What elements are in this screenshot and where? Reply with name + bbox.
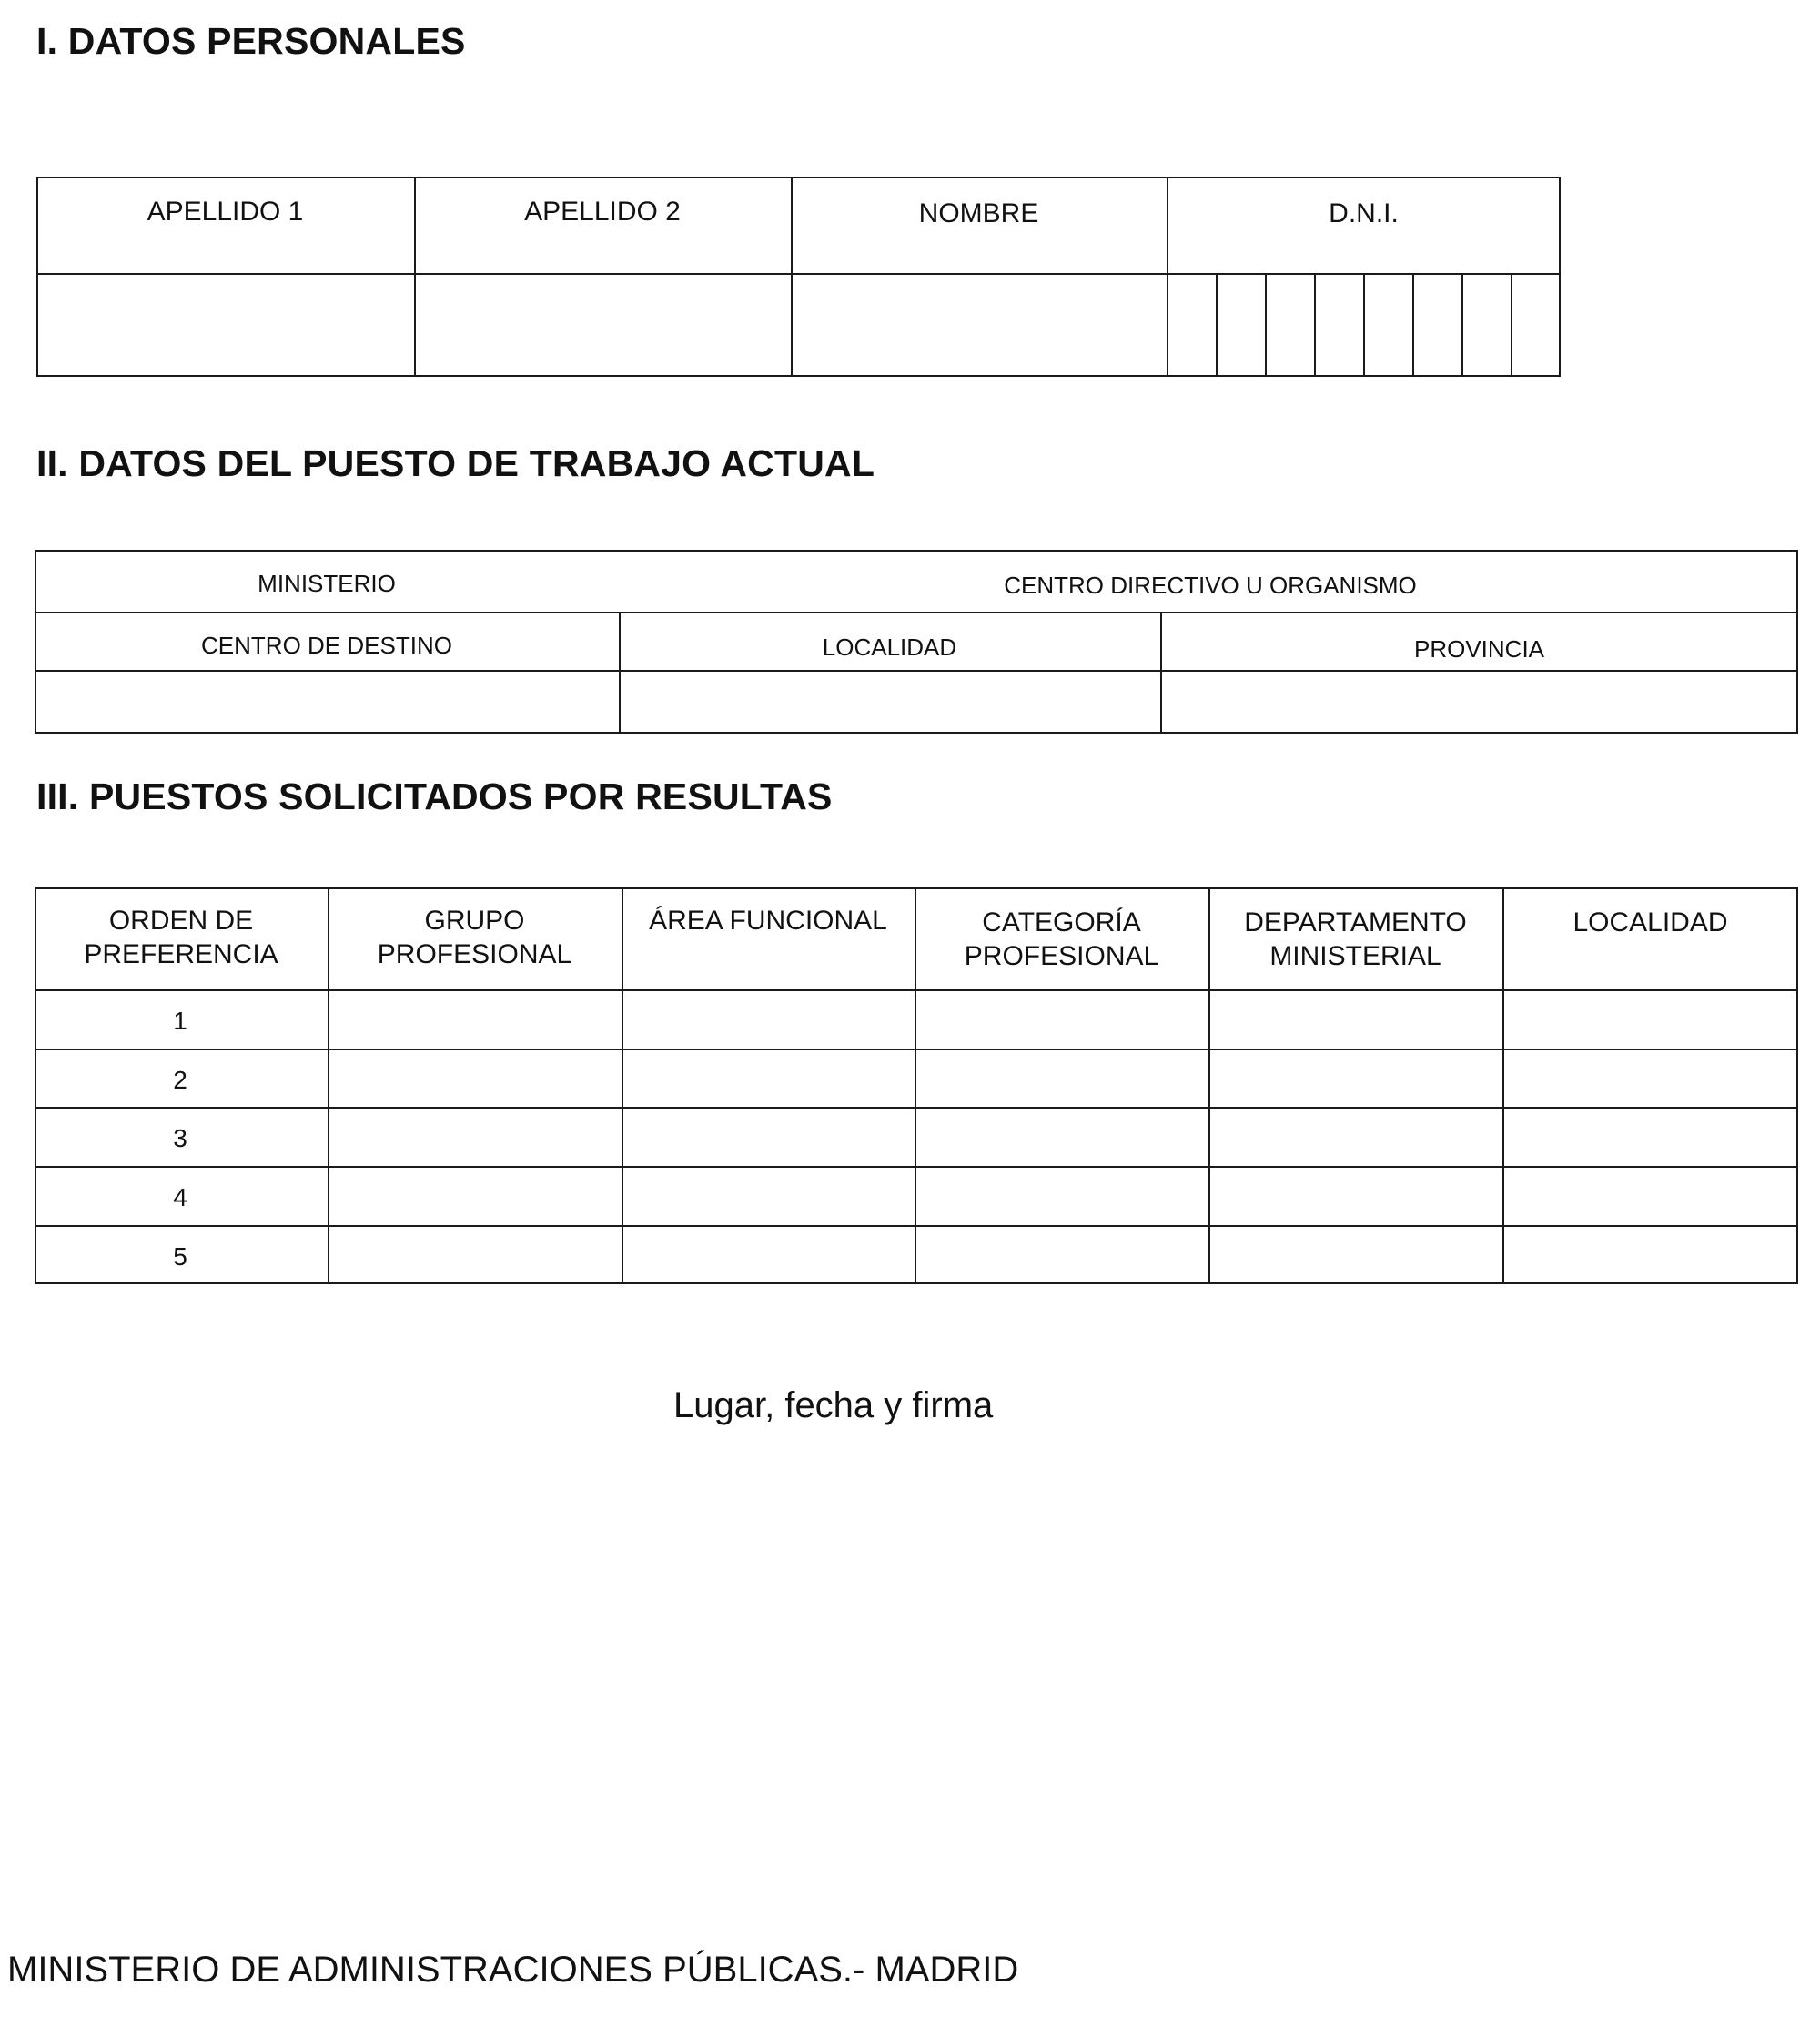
label-centro-destino: CENTRO DE DESTINO bbox=[201, 632, 452, 659]
header-orden-preferencia: ORDEN DE PREFERENCIA bbox=[84, 906, 278, 969]
header-localidad: LOCALIDAD bbox=[1572, 907, 1728, 937]
header-departamento-ministerial: DEPARTAMENTO MINISTERIAL bbox=[1244, 907, 1467, 971]
label-localidad: LOCALIDAD bbox=[822, 633, 957, 661]
table-row[interactable] bbox=[329, 1109, 1796, 1165]
table-row[interactable] bbox=[329, 1050, 1796, 1106]
signature-label: Lugar, fecha y firma bbox=[673, 1385, 994, 1425]
footer-text: MINISTERIO DE ADMINISTRACIONES PÚBLICAS.- MADRID bbox=[7, 1950, 1019, 1990]
section-3-title: III. PUESTOS SOLICITADOS POR RESULTAS bbox=[36, 775, 833, 817]
nombre-field[interactable] bbox=[793, 275, 1165, 375]
header-apellido-1: APELLIDO 1 bbox=[147, 197, 304, 227]
label-centro-directivo: CENTRO DIRECTIVO U ORGANISMO bbox=[1004, 572, 1417, 599]
apellido-1-field[interactable] bbox=[38, 275, 412, 375]
table-row[interactable] bbox=[329, 991, 1796, 1048]
label-provincia: PROVINCIA bbox=[1413, 635, 1545, 663]
header-apellido-2: APELLIDO 2 bbox=[524, 197, 681, 227]
dni-field[interactable] bbox=[1168, 275, 1559, 375]
header-nombre: NOMBRE bbox=[918, 198, 1039, 228]
header-grupo-profesional: GRUPO PROFESIONAL bbox=[377, 906, 572, 969]
centro-destino-field[interactable] bbox=[36, 672, 617, 732]
header-area-funcional: ÁREA FUNCIONAL bbox=[649, 906, 887, 936]
section-1-title: I. DATOS PERSONALES bbox=[36, 20, 466, 62]
table-row[interactable] bbox=[329, 1168, 1796, 1224]
header-dni: D.N.I. bbox=[1329, 198, 1399, 228]
header-categoria-profesional: CATEGORÍA PROFESIONAL bbox=[964, 907, 1159, 971]
row-number: 2 bbox=[173, 1066, 187, 1094]
row-number: 1 bbox=[173, 1007, 187, 1035]
apellido-2-field[interactable] bbox=[416, 275, 789, 375]
row-number: 5 bbox=[173, 1242, 187, 1271]
localidad-field[interactable] bbox=[621, 672, 1158, 732]
section-2-title: II. DATOS DEL PUESTO DE TRABAJO ACTUAL bbox=[36, 442, 875, 484]
label-ministerio: MINISTERIO bbox=[258, 570, 396, 597]
provincia-field[interactable] bbox=[1162, 672, 1796, 732]
table-row[interactable] bbox=[329, 1227, 1796, 1282]
row-number: 4 bbox=[173, 1183, 187, 1211]
row-number: 3 bbox=[173, 1124, 187, 1152]
